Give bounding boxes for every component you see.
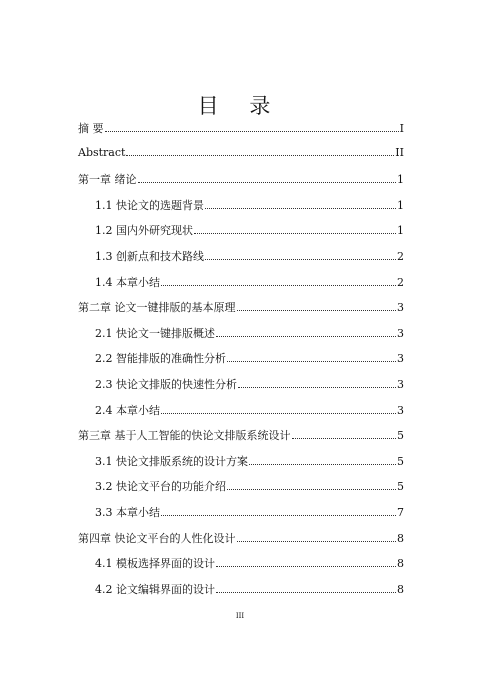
toc-entry-page: 2 <box>397 249 404 263</box>
dot-leader <box>205 200 396 209</box>
toc-entry-2-3[interactable] <box>78 376 404 402</box>
dot-leader <box>292 430 397 439</box>
dot-leader <box>216 584 396 593</box>
toc-entry-label: Abstract <box>78 145 126 159</box>
table-of-contents <box>78 120 404 606</box>
toc-entry-page: 5 <box>397 454 404 468</box>
toc-entry-label: 1.4 本章小结 <box>95 275 160 289</box>
toc-entry-page: 1 <box>397 173 404 187</box>
toc-entry-abstract-cn[interactable] <box>78 120 404 146</box>
toc-entry-label: 3.1 快论文排版系统的设计方案 <box>95 454 248 468</box>
dot-leader <box>161 277 396 286</box>
toc-entry-page: 8 <box>397 582 404 596</box>
toc-entry-3-3[interactable] <box>78 504 404 530</box>
toc-entry-page: 5 <box>397 429 404 443</box>
toc-entry-page: I <box>399 122 404 135</box>
toc-entry-label: 4.1 模板选择界面的设计 <box>95 557 215 571</box>
toc-entry-2-1[interactable] <box>78 325 404 351</box>
toc-entry-label: 2.2 智能排版的准确性分析 <box>95 352 226 366</box>
toc-entry-label: 2.4 本章小结 <box>95 403 160 417</box>
toc-entry-label: 第二章 论文一键排版的基本原理 <box>78 301 236 315</box>
toc-entry-page: 8 <box>397 557 404 571</box>
toc-entry-page: II <box>395 145 404 159</box>
toc-entry-3-1[interactable] <box>78 453 404 479</box>
page-number-footer: III <box>235 612 245 620</box>
toc-entry-page: 8 <box>397 531 404 545</box>
toc-entry-label: 第三章 基于人工智能的快论文排版系统设计 <box>78 429 291 443</box>
toc-entry-1-4[interactable] <box>78 274 404 300</box>
toc-entry-page: 1 <box>397 198 404 212</box>
toc-entry-chapter-3[interactable] <box>78 427 404 453</box>
dot-leader <box>126 147 394 156</box>
toc-entry-chapter-2[interactable] <box>78 299 404 325</box>
dot-leader <box>238 379 396 388</box>
toc-entry-page: 3 <box>397 326 404 340</box>
dot-leader <box>227 353 396 362</box>
toc-entry-label: 摘 要 <box>78 122 104 135</box>
toc-entry-4-2[interactable] <box>78 581 404 607</box>
dot-leader <box>105 123 399 132</box>
toc-entry-label: 第四章 快论文平台的人性化设计 <box>78 531 236 545</box>
toc-entry-abstract-en[interactable] <box>78 146 404 172</box>
toc-entry-label: 第一章 绪论 <box>78 173 137 187</box>
toc-entry-page: 3 <box>397 301 404 315</box>
toc-title: 目 录 <box>197 94 283 118</box>
dot-leader <box>227 481 396 490</box>
toc-entry-label: 3.3 本章小结 <box>95 505 160 519</box>
dot-leader <box>194 225 396 234</box>
toc-entry-label: 1.2 国内外研究现状 <box>95 224 193 238</box>
dot-leader <box>237 302 397 311</box>
toc-entry-page: 1 <box>397 224 404 238</box>
toc-entry-page: 2 <box>397 275 404 289</box>
dot-leader <box>237 533 397 542</box>
toc-entry-page: 5 <box>397 480 404 494</box>
toc-entry-1-1[interactable] <box>78 197 404 223</box>
toc-entry-4-1[interactable] <box>78 555 404 581</box>
dot-leader <box>216 328 396 337</box>
toc-entry-page: 7 <box>397 505 404 519</box>
toc-entry-1-2[interactable] <box>78 222 404 248</box>
toc-entry-3-2[interactable] <box>78 478 404 504</box>
toc-entry-2-2[interactable] <box>78 350 404 376</box>
toc-entry-page: 3 <box>397 352 404 366</box>
toc-entry-page: 3 <box>397 403 404 417</box>
dot-leader <box>205 251 396 260</box>
dot-leader <box>216 558 396 567</box>
toc-entry-1-3[interactable] <box>78 248 404 274</box>
toc-entry-chapter-1[interactable] <box>78 171 404 197</box>
dot-leader <box>161 405 396 414</box>
toc-entry-chapter-4[interactable] <box>78 530 404 556</box>
dot-leader <box>249 456 396 465</box>
toc-entry-label: 3.2 快论文平台的功能介绍 <box>95 480 226 494</box>
toc-entry-label: 2.1 快论文一键排版概述 <box>95 326 215 340</box>
toc-entry-2-4[interactable] <box>78 402 404 428</box>
dot-leader <box>138 174 397 183</box>
toc-entry-page: 3 <box>397 377 404 391</box>
toc-entry-label: 1.1 快论文的选题背景 <box>95 198 204 212</box>
toc-entry-label: 2.3 快论文排版的快速性分析 <box>95 377 237 391</box>
toc-entry-label: 4.2 论文编辑界面的设计 <box>95 582 215 596</box>
toc-entry-label: 1.3 创新点和技术路线 <box>95 249 204 263</box>
dot-leader <box>161 507 396 516</box>
